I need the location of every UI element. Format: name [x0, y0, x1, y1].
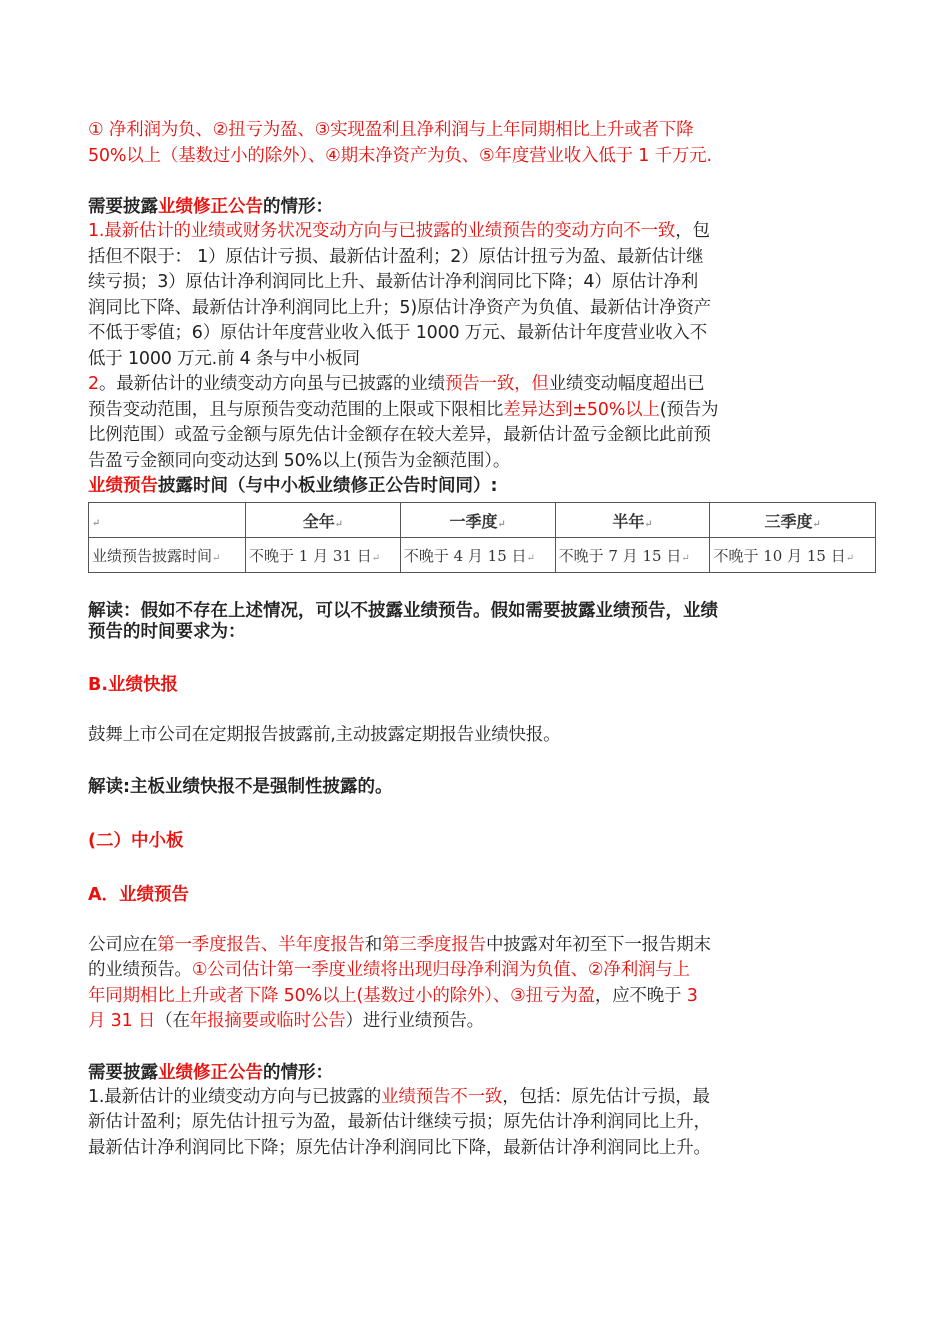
table-row	[89, 538, 876, 573]
text-red: 业绩预告不一致	[381, 1086, 503, 1107]
table-cell	[555, 538, 710, 573]
intro-line-2: 50%以上（基数过小的除外）、④期末净资产为负、⑤年度营业收入低于 1 千万元.	[88, 145, 712, 166]
section-a-line	[88, 958, 878, 984]
text-red: 年同期相比上升或者下降 50%以上(基数过小的除外）、③扭亏为盈	[88, 985, 595, 1006]
section-b-interpret: 解读:主板业绩快报不是强制性披露的。	[88, 776, 393, 797]
text: (预告为	[659, 399, 719, 420]
paragraph-mark: ↵	[644, 518, 653, 530]
interpret-line: 解读：假如不存在上述情况，可以不披露业绩预告。假如需要披露业绩预告，业绩	[88, 601, 718, 621]
revision-section-main-board	[88, 195, 878, 474]
header-text: 全年	[302, 511, 335, 531]
section-a-paragraph	[88, 933, 878, 1035]
revision-p2-line	[88, 398, 878, 424]
cell-text: 不晚于 7 月 15 日	[558, 546, 682, 565]
revision-p2-line: 告盈亏金额同向变动达到 50%以上(预告为金额范围）。	[88, 450, 511, 471]
revision-heading	[88, 1061, 878, 1085]
cell-text: 不晚于 10 月 15 日	[713, 546, 846, 565]
table-corner-cell	[89, 503, 246, 538]
revision-section-sme-board	[88, 1061, 878, 1162]
heading-part: 的情形：	[263, 197, 333, 217]
text: （在	[155, 1011, 190, 1031]
text: 的业绩预告。	[88, 960, 192, 980]
revision-p1-line: 续亏损；3）原估计净利润同比上升、最新估计净利润同比下降；4）原估计净利	[88, 272, 699, 292]
heading-part: 需要披露	[88, 1062, 158, 1083]
timing-heading	[88, 474, 878, 498]
paragraph-mark: ↵	[212, 552, 221, 564]
paragraph-mark: ↵	[371, 552, 381, 564]
text-red: 第三季度报告	[382, 934, 486, 955]
text-red: 差异达到±50%以上	[503, 399, 660, 420]
text-red: 第一季度报告、半年度报告	[157, 934, 365, 955]
heading-highlight: 业绩修正公告	[158, 1062, 263, 1083]
text: ，应不晚于	[594, 985, 682, 1006]
text-red: 业绩预告的变动方向不一致	[467, 221, 676, 241]
revision-p1-line: 低于 1000 万元.前 4 条与中小板同	[88, 348, 360, 369]
text: 预告变动范围，且与原预告变动范围的上限或下限相比	[88, 399, 504, 420]
paragraph-mark: ↵	[681, 552, 690, 564]
revision-heading	[88, 195, 878, 219]
text: 业绩变动幅度超出已	[548, 374, 705, 394]
cell-text: 不晚于 4 月 15 日	[403, 546, 527, 565]
disclosure-time-table	[88, 502, 876, 573]
interpretation-1	[88, 601, 878, 643]
header-text: 半年	[612, 511, 645, 531]
revision-line: 新估计盈利；原先估计扭亏为盈，最新估计继续亏损；原先估计净利润同比上升，	[88, 1112, 711, 1132]
revision-p1-line: 不低于零值；6）原估计年度营业收入低于 1000 万元、最新估计年度营业收入不	[88, 323, 707, 343]
header-text: 一季度	[449, 511, 498, 531]
paragraph-mark: ↵	[334, 518, 344, 530]
section-b-text: 鼓舞上市公司在定期报告披露前,主动披露定期报告业绩快报。	[88, 725, 561, 745]
text-red: 预告一致，但	[444, 374, 549, 394]
revision-line: 最新估计净利润同比下降；原先估计净利润同比下降，最新估计净利润同比上升。	[88, 1137, 711, 1158]
section-a-line	[88, 1009, 878, 1035]
interpret-line: 预告的时间要求为：	[88, 622, 246, 642]
table-header-cell	[246, 503, 401, 538]
intro-line-1: ① 净利润为负、②扭亏为盈、③实现盈利且净利润与上年同期相比上升或者下降	[88, 120, 694, 140]
table-cell	[400, 538, 555, 573]
section-a-line	[88, 933, 878, 959]
paragraph-mark: ↵	[526, 552, 535, 564]
section-a-title: A．业绩预告	[88, 884, 190, 905]
paragraph-mark: ↵	[497, 518, 506, 530]
table-cell	[710, 538, 876, 573]
text: ，包	[675, 221, 710, 241]
table-row-label	[89, 538, 246, 573]
text-red: 年报摘要或临时公告	[189, 1011, 346, 1031]
header-text: 三季度	[764, 511, 813, 531]
paragraph-mark: ↵	[92, 517, 101, 529]
text-red: 2	[88, 374, 99, 394]
cell-text: 不晚于 1 月 31 日	[249, 546, 372, 565]
intro-paragraph	[88, 118, 878, 169]
text-red: 月 31 日	[88, 1011, 156, 1031]
revision-line	[88, 1085, 878, 1111]
heading-part: 的情形：	[263, 1062, 333, 1083]
table-header-row	[89, 503, 876, 538]
text: 1.最新估计的业绩变动方向与已披露的	[88, 1086, 382, 1107]
revision-p2-line	[88, 372, 878, 398]
document-page	[88, 118, 878, 1161]
text: 中披露对年初至下一报告期末	[485, 934, 711, 955]
table-cell	[246, 538, 401, 573]
text: 公司应在	[88, 934, 158, 955]
text: 和	[364, 934, 383, 955]
section-2-title: (二）中小板	[88, 830, 184, 851]
heading-part: 需要披露	[88, 197, 158, 217]
table-header-cell	[710, 503, 876, 538]
heading-part: 披露时间（与中小板业绩修正公告时间同）:	[158, 476, 498, 496]
text: ，包括：原先估计亏损，最	[502, 1086, 710, 1107]
paragraph-mark: ↵	[845, 552, 855, 564]
revision-p1-line: 润同比下降、最新估计净利润同比上升；5)原估计净资产为负值、最新估计净资产	[88, 297, 712, 318]
revision-p2-line: 比例范围）或盈亏金额与原先估计金额存在较大差异，最新估计盈亏金额比此前预	[88, 425, 711, 445]
text-red: ①公司估计第一季度业绩将出现归母净利润为负值、②净利润与上	[191, 960, 690, 980]
text-red: 1.最新估计的业绩或财务状况变动方向与已披露的	[88, 221, 468, 241]
paragraph-mark: ↵	[812, 518, 821, 530]
row-label-text: 业绩预告披露时间	[92, 546, 213, 565]
heading-highlight: 业绩修正公告	[158, 197, 263, 217]
table-header-cell	[400, 503, 555, 538]
heading-highlight: 业绩预告	[88, 476, 158, 496]
revision-p1-line	[88, 219, 878, 245]
table-header-cell	[555, 503, 710, 538]
text: 。最新估计的业绩变动方向虽与已披露的业绩	[98, 374, 445, 394]
section-a-line	[88, 984, 878, 1010]
text-red: 3	[681, 985, 698, 1006]
revision-p1-line: 括但不限于： 1）原估计亏损、最新估计盈利；2）原估计扭亏为盈、最新估计继	[88, 246, 704, 267]
text: ）进行业绩预告。	[345, 1011, 484, 1031]
section-b-title: B.业绩快报	[88, 675, 178, 695]
